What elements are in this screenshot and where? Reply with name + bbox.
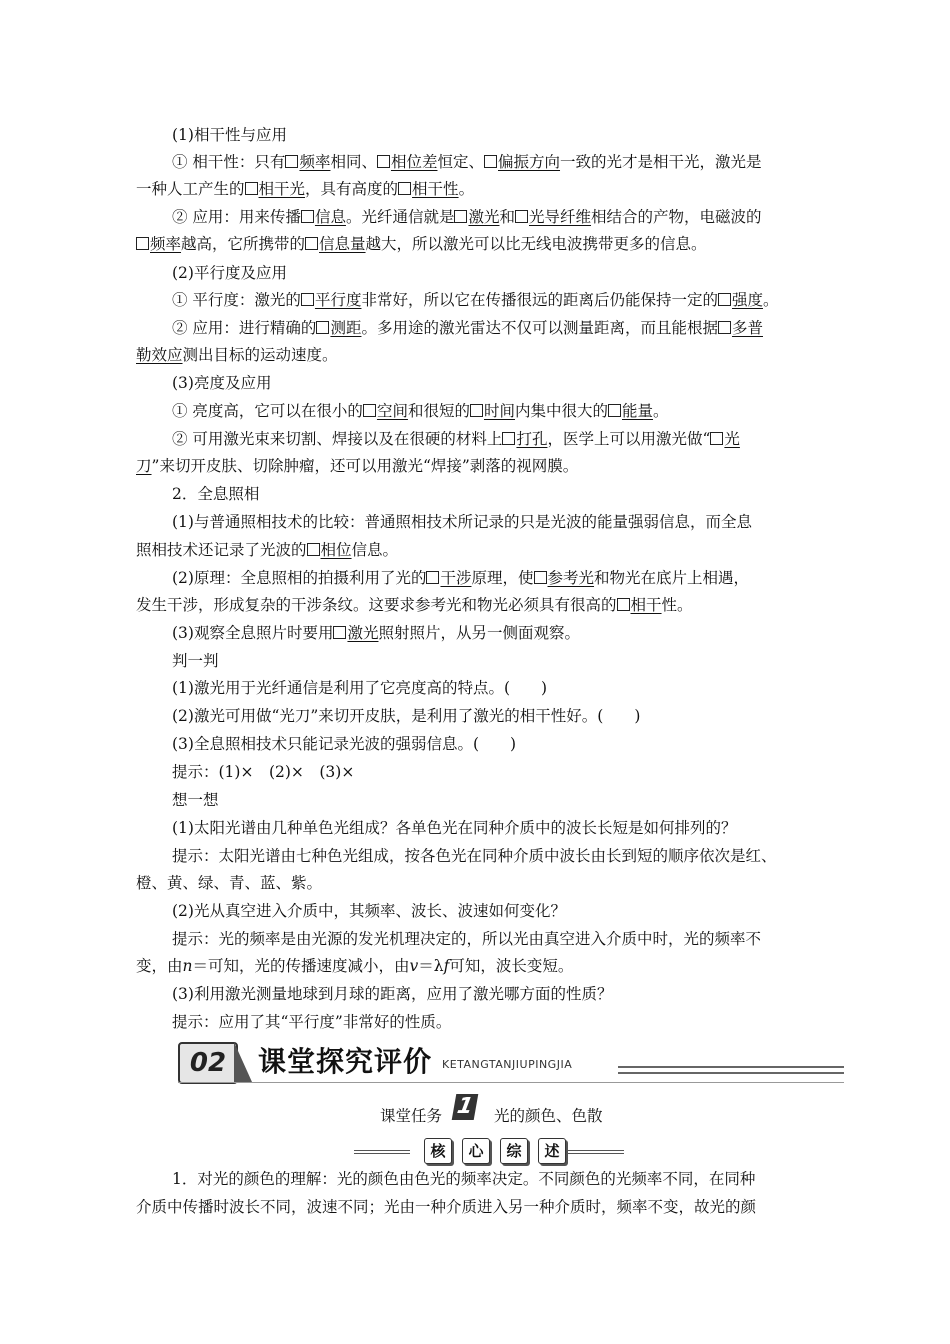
fill-in-answer: 相位差 xyxy=(377,153,438,171)
text-line xyxy=(172,761,816,783)
fill-in-answer: 激光 xyxy=(454,208,499,226)
text-line xyxy=(172,928,816,950)
text-line xyxy=(172,817,816,839)
fill-in-answer: 勒效应 xyxy=(136,346,183,364)
text-segment: (2)激光可用做“光刀”来切开皮肤，是利用了激光的相干性好。( ) xyxy=(172,707,641,725)
text-segment: 照射照片，从另一侧面观察。 xyxy=(378,624,580,642)
banner-slash-decoration xyxy=(234,1042,252,1082)
text-segment: 提示：应用了其“平行度”非常好的性质。 xyxy=(172,1013,452,1031)
text-segment: ① 亮度高，它可以在很小的 xyxy=(172,402,363,420)
fill-in-answer: 平行度 xyxy=(301,291,362,309)
text-segment: 一致的光才是相干光，激光是 xyxy=(560,153,762,171)
text-segment: ＝可知，光的传播速度减小，由 xyxy=(192,957,410,975)
text-line xyxy=(172,567,816,589)
text-segment: 相结合的产物，电磁波的 xyxy=(591,208,762,226)
fill-in-answer: 强度 xyxy=(718,291,763,309)
text-segment: 橙、黄、绿、青、蓝、紫。 xyxy=(136,874,323,892)
banner-rule xyxy=(178,1082,844,1083)
text-segment: ② 应用：进行精确的 xyxy=(172,319,317,337)
math-variable: v xyxy=(409,957,419,975)
text-line xyxy=(172,483,816,505)
text-line xyxy=(136,594,816,616)
text-segment: 变，由 xyxy=(136,957,183,975)
fill-in-answer: 信息量 xyxy=(305,235,366,253)
section-subtitle: KETANGTANJIUPINGJIA xyxy=(442,1058,573,1071)
fill-in-answer: 相干性 xyxy=(398,180,459,198)
text-line xyxy=(172,151,816,173)
text-segment: (3)全息照相技术只能记录光波的强弱信息。( ) xyxy=(172,735,517,753)
text-line xyxy=(136,1196,816,1218)
text-segment: 发生干涉，形成复杂的干涉条纹。这要求参考光和物光必须具有很高的 xyxy=(136,596,617,614)
text-line xyxy=(172,900,816,922)
text-segment: (1)激光用于光纤通信是利用了它亮度高的特点。( ) xyxy=(172,679,548,697)
text-line xyxy=(172,789,816,811)
text-line xyxy=(172,124,816,146)
text-segment: 越高，它所携带的 xyxy=(181,235,306,253)
text-segment: 提示：太阳光谱由七种色光组成，按各色光在同种介质中波长由长到短的顺序依次是红、 xyxy=(172,847,777,865)
fill-in-answer: 参考光 xyxy=(534,569,595,587)
text-line xyxy=(172,622,816,644)
text-segment: 测出目标的运动速度。 xyxy=(182,346,338,364)
task-number-badge: 1 xyxy=(452,1094,479,1120)
task-prefix: 课堂任务 xyxy=(380,1107,443,1125)
fill-in-answer: 相干 xyxy=(617,596,662,614)
fill-in-answer: 时间 xyxy=(470,402,515,420)
text-segment: (3)观察全息照片时要用 xyxy=(172,624,334,642)
text-segment: ② 应用：用来传播 xyxy=(172,208,301,226)
double-line-decoration xyxy=(568,1150,624,1154)
math-variable: f xyxy=(443,957,450,975)
text-segment: ① 平行度：激光的 xyxy=(172,291,301,309)
text-line xyxy=(172,262,816,284)
text-line xyxy=(172,677,816,699)
text-line xyxy=(172,428,816,450)
text-segment: ② 可用激光束来切割、焊接以及在很硬的材料上 xyxy=(172,430,503,448)
text-segment: 性。 xyxy=(661,596,693,614)
text-segment: 可知，波长变短。 xyxy=(449,957,574,975)
text-segment: 。多用途的激光雷达不仅可以测量距离，而且能根据 xyxy=(361,319,718,337)
text-segment: (2)平行度及应用 xyxy=(172,264,287,282)
text-segment: (2)光从真空进入介质中，其频率、波长、波速如何变化？ xyxy=(172,902,566,920)
section-title: 课堂探究评价 xyxy=(258,1045,433,1078)
core-summary-heading xyxy=(354,1138,644,1168)
fill-in-answer: 相干光 xyxy=(245,180,306,198)
text-segment: 介质中传播时波长不同，波速不同；光由一种介质进入另一种介质时，频率不变，故光的颜 xyxy=(136,1198,757,1216)
text-line xyxy=(172,372,816,394)
text-line xyxy=(172,650,816,672)
text-segment: (1)太阳光谱由几种单色光组成？各单色光在同种介质中的波长长短是如何排列的？ xyxy=(172,819,737,837)
fill-in-answer: 空间 xyxy=(363,402,408,420)
text-segment: (3)亮度及应用 xyxy=(172,374,272,392)
text-segment: 内集中很大的 xyxy=(514,402,608,420)
fill-in-answer: 刀 xyxy=(136,457,152,475)
core-summary-char: 心 xyxy=(462,1138,490,1164)
text-segment: 照相技术还记录了光波的 xyxy=(136,541,307,559)
core-summary-char: 综 xyxy=(500,1138,528,1164)
text-segment: 2．全息照相 xyxy=(172,485,260,503)
fill-in-answer: 测距 xyxy=(316,319,361,337)
text-segment: 1．对光的颜色的理解：光的颜色由色光的频率决定。不同颜色的光频率不同，在同种 xyxy=(172,1170,756,1188)
text-segment: 越大，所以激光可以比无线电波携带更多的信息。 xyxy=(365,235,707,253)
text-line xyxy=(172,1168,816,1190)
text-segment: 想一想 xyxy=(172,791,219,809)
text-segment: 提示：光的频率是由光源的发光机理决定的，所以光由真空进入介质中时，光的频率不 xyxy=(172,930,762,948)
text-segment: (3)利用激光测量地球到月球的距离，应用了激光哪方面的性质？ xyxy=(172,985,613,1003)
text-segment: ① 相干性：只有 xyxy=(172,153,286,171)
text-segment: 相同、 xyxy=(330,153,377,171)
text-line xyxy=(136,955,816,977)
text-segment: 判一判 xyxy=(172,652,219,670)
fill-in-answer: 信息 xyxy=(301,208,346,226)
text-segment: (2)原理：全息照相的拍摄利用了光的 xyxy=(172,569,427,587)
text-segment: 和很短的 xyxy=(407,402,470,420)
text-segment: ＝λ xyxy=(418,957,444,975)
text-line xyxy=(172,317,816,339)
text-segment: 和物光在底片上相遇， xyxy=(594,569,750,587)
text-segment: 。光纤通信就是 xyxy=(345,208,455,226)
fill-in-answer: 光 xyxy=(710,430,740,448)
text-segment: 。 xyxy=(458,180,475,198)
fill-in-answer: 能量 xyxy=(608,402,653,420)
banner-rule xyxy=(618,1066,844,1068)
fill-in-answer: 多普 xyxy=(718,319,763,337)
core-summary-char: 核 xyxy=(424,1138,452,1164)
text-line xyxy=(172,511,816,533)
text-line xyxy=(136,872,816,894)
text-line xyxy=(172,733,816,755)
fill-in-answer: 干涉 xyxy=(426,569,471,587)
text-line xyxy=(172,400,816,422)
text-line xyxy=(172,845,816,867)
text-segment: 一种人工产生的 xyxy=(136,180,245,198)
text-line xyxy=(172,983,816,1005)
fill-in-answer: 频率 xyxy=(136,235,181,253)
text-segment: 信息。 xyxy=(351,541,399,559)
text-line xyxy=(136,455,816,477)
fill-in-answer: 激光 xyxy=(333,624,378,642)
fill-in-answer: 频率 xyxy=(285,153,330,171)
text-line xyxy=(136,178,816,200)
text-segment: 。 xyxy=(762,291,779,309)
text-line xyxy=(136,344,816,366)
text-segment: 提示：(1)× (2)× (3)× xyxy=(172,763,355,781)
fill-in-answer: 打孔 xyxy=(502,430,547,448)
text-segment: 恒定、 xyxy=(437,153,484,171)
double-line-decoration xyxy=(354,1150,410,1154)
text-segment: 和 xyxy=(499,208,515,226)
section-banner xyxy=(178,1040,844,1084)
text-segment: 原理，使 xyxy=(471,569,534,587)
text-segment: 。 xyxy=(653,402,669,420)
fill-in-answer: 偏振方向 xyxy=(484,153,560,171)
text-line xyxy=(136,539,816,561)
text-segment: ，具有高度的 xyxy=(305,180,399,198)
text-line xyxy=(172,289,816,311)
text-segment: ”来切开皮肤、切除肿瘤，还可以用激光“焊接”剥落的视网膜。 xyxy=(151,457,579,475)
fill-in-answer: 光导纤维 xyxy=(515,208,591,226)
math-variable: n xyxy=(182,957,193,975)
text-segment: 非常好，所以它在传播很远的距离后仍能保持一定的 xyxy=(361,291,718,309)
task-title: 光的颜色、色散 xyxy=(494,1107,603,1125)
text-line xyxy=(136,233,816,255)
text-segment: ，医学上可以用激光做“ xyxy=(547,430,711,448)
fill-in-answer: 相位 xyxy=(307,541,352,559)
text-segment: (1)与普通照相技术的比较：普通照相技术所记录的只是光波的能量强弱信息，而全息 xyxy=(172,513,752,531)
text-line xyxy=(172,1011,816,1033)
core-summary-char: 述 xyxy=(538,1138,566,1164)
core-summary-chars xyxy=(424,1138,576,1164)
text-line xyxy=(172,705,816,727)
banner-rule xyxy=(618,1072,844,1074)
text-segment: (1)相干性与应用 xyxy=(172,126,287,144)
text-line xyxy=(172,206,816,228)
section-number: 02 xyxy=(178,1042,238,1084)
